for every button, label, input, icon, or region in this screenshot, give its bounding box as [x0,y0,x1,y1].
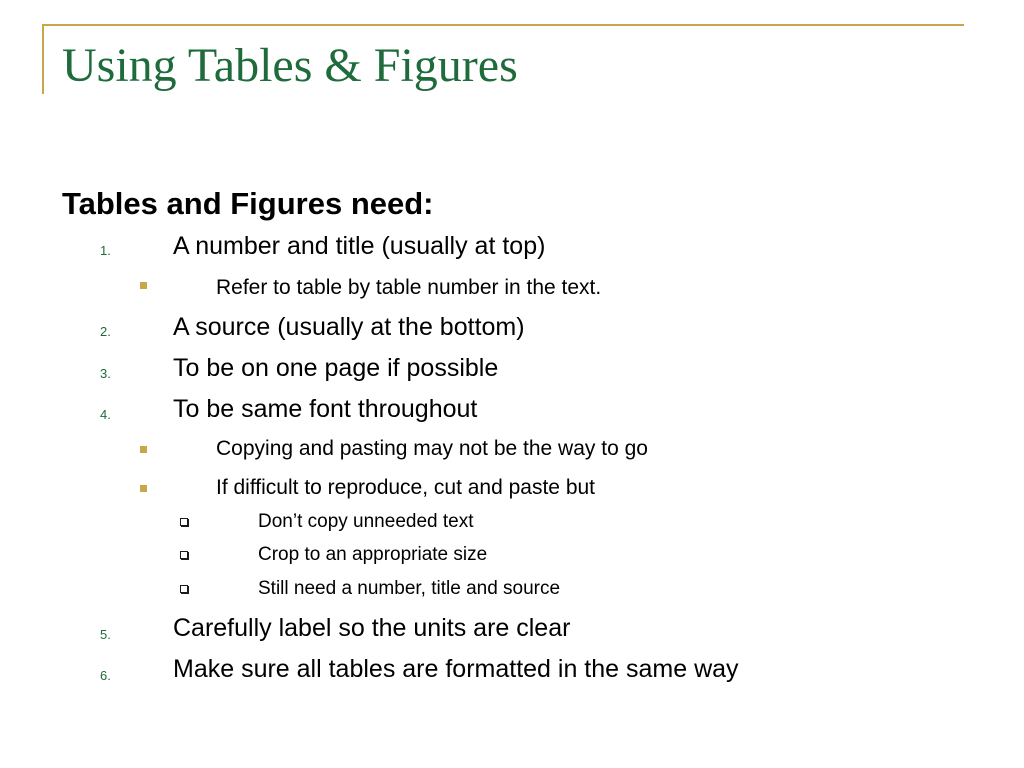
list-subsubitem: Crop to an appropriate size [258,544,488,565]
square-bullet-icon [140,485,147,492]
list-number: 1. [100,243,111,258]
list-item: Carefully label so the units are clear [173,614,571,642]
list-subsubitem: Don’t copy unneeded text [258,511,474,532]
checkbox-bullet-icon [180,551,188,559]
list-subitem: If difficult to reproduce, cut and paste but [216,476,596,499]
list-subitem: Refer to table by table number in the text. [216,276,602,299]
square-bullet-icon [140,446,147,453]
list-item: To be on one page if possible [173,354,499,382]
checkbox-bullet-icon [180,518,188,526]
frame-left-line [42,24,44,94]
slide-heading: Tables and Figures need: [62,186,434,221]
list-number: 6. [100,668,111,683]
checkbox-bullet-icon [180,585,188,593]
list-item: To be same font throughout [173,395,478,423]
list-subitem: Copying and pasting may not be the way to go [216,437,648,460]
list-item: A source (usually at the bottom) [173,313,525,341]
frame-top-line [42,24,964,26]
list-number: 5. [100,627,111,642]
square-bullet-icon [140,282,147,289]
list-number: 2. [100,324,111,339]
list-subsubitem: Still need a number, title and source [258,578,561,599]
list-number: 4. [100,407,111,422]
list-number: 3. [100,366,111,381]
list-item: A number and title (usually at top) [173,232,546,260]
list-item: Make sure all tables are formatted in the same way [173,655,739,683]
slide-title: Using Tables & Figures [62,39,518,92]
